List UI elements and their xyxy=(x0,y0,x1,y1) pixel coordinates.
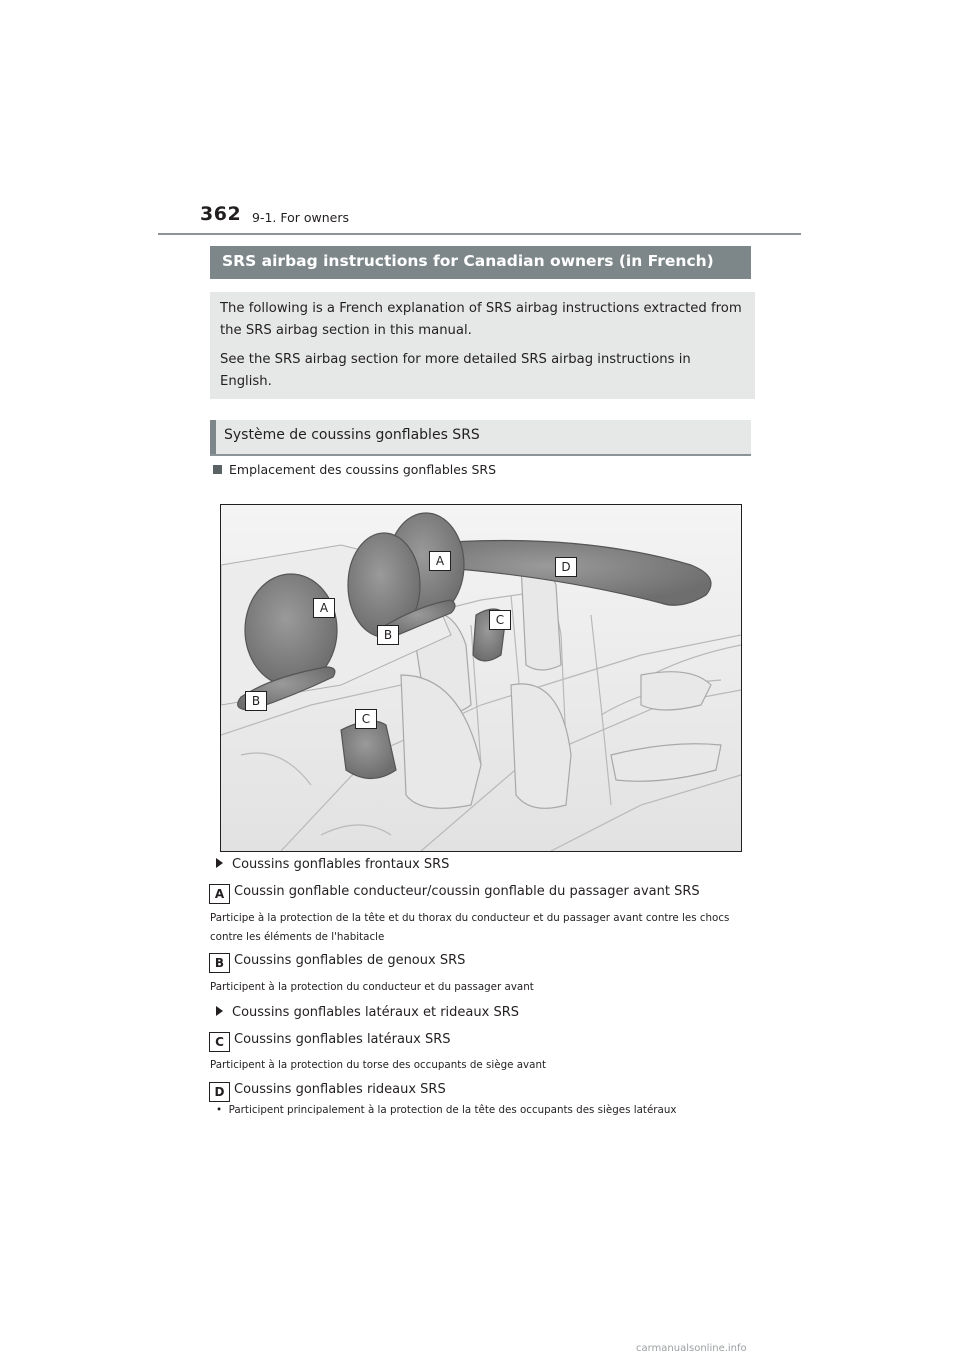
bullet-dot-icon: • xyxy=(216,1104,229,1116)
intro-box xyxy=(210,292,755,399)
item-c-letter: C xyxy=(209,1032,230,1052)
intro-paragraph-2: See the SRS airbag section for more detailed SRS airbag instructions in English. xyxy=(220,352,691,389)
item-d-bullet xyxy=(216,1104,676,1116)
square-bullet-icon xyxy=(213,465,222,474)
item-b-letter: B xyxy=(209,953,230,973)
subsection-title: Système de coussins gonflables SRS xyxy=(224,427,480,443)
item-a-description: Participe à la protection de la tête et du thorax du conducteur et du passager avant contre les chocs contre les éléments de l'habitacle xyxy=(210,912,730,943)
watermark: carmanualsonline.info xyxy=(636,1343,747,1354)
section-heading: 9-1. For owners xyxy=(252,210,350,225)
group-frontal-text: Coussins gonflables frontaux SRS xyxy=(232,857,450,872)
location-heading xyxy=(213,462,496,477)
group-side-curtain xyxy=(216,1005,519,1020)
header-rule xyxy=(158,233,801,235)
intro-paragraph-1: The following is a French explanation of SRS airbag instructions extracted from the SRS airbag section in this manual. xyxy=(220,301,742,338)
subsection-bar xyxy=(210,420,216,454)
item-a-title: Coussin gonflable conducteur/coussin gonflable du passager avant SRS xyxy=(234,884,700,899)
banner-title: SRS airbag instructions for Canadian owners (in French) xyxy=(222,252,714,270)
car-interior-drawing xyxy=(221,505,741,851)
figure-label: C xyxy=(489,610,511,630)
group-frontal xyxy=(216,857,449,872)
triangle-bullet-icon xyxy=(216,1006,223,1016)
item-d-bullet-text: Participent principalement à la protection de la tête des occupants des sièges latéraux xyxy=(228,1104,677,1116)
figure-label: A xyxy=(429,551,451,571)
item-b-title: Coussins gonflables de genoux SRS xyxy=(234,953,466,968)
group-side-curtain-text: Coussins gonflables latéraux et rideaux SRS xyxy=(232,1005,519,1020)
airbag-illustration xyxy=(220,504,742,852)
figure-label: B xyxy=(245,691,267,711)
page-number: 362 xyxy=(200,203,242,225)
figure-label: A xyxy=(313,598,335,618)
figure-label: C xyxy=(355,709,377,729)
triangle-bullet-icon xyxy=(216,858,223,868)
item-c-title: Coussins gonflables latéraux SRS xyxy=(234,1032,451,1047)
item-a-letter: A xyxy=(209,884,230,904)
item-c-description: Participent à la protection du torse des occupants de siège avant xyxy=(210,1059,547,1071)
item-b-description: Participent à la protection du conducteur et du passager avant xyxy=(210,981,534,993)
item-d-title: Coussins gonflables rideaux SRS xyxy=(234,1082,446,1097)
section-banner xyxy=(210,246,751,279)
figure-label: D xyxy=(555,557,577,577)
item-d-letter: D xyxy=(209,1082,230,1102)
subsection-banner xyxy=(210,420,751,456)
figure-label: B xyxy=(377,625,399,645)
location-heading-text: Emplacement des coussins gonflables SRS xyxy=(229,462,497,477)
